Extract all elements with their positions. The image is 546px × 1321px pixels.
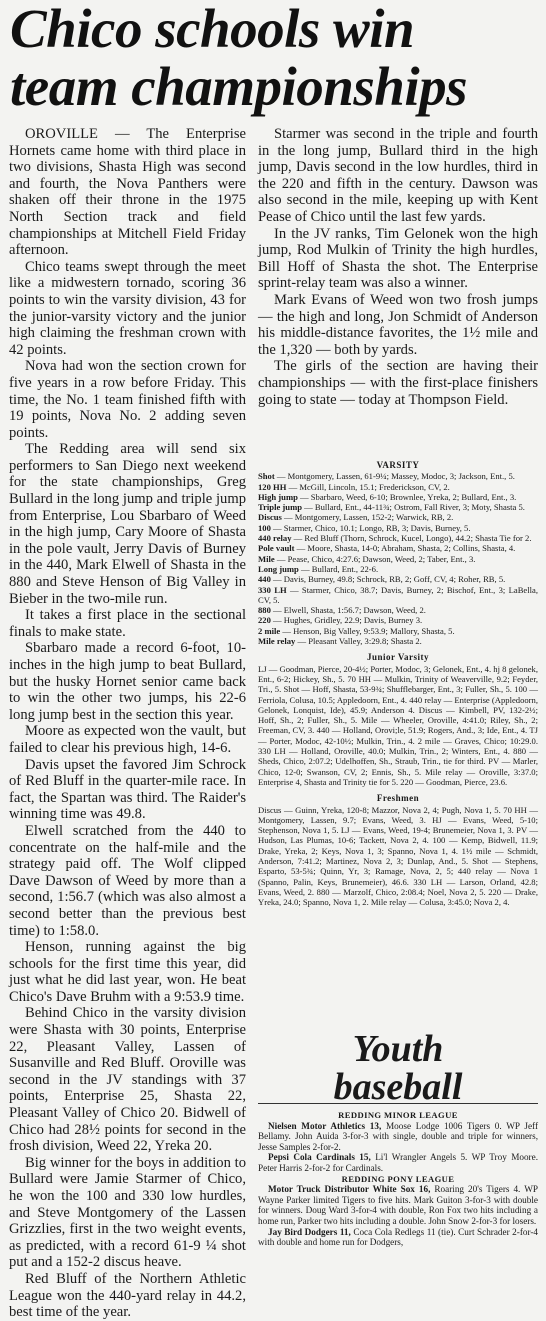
varsity-result (258, 533, 538, 543)
youth-heading: Youth (352, 1028, 444, 1070)
event-result: — Sbarbaro, Weed, 6-10; Brownlee, Yreka, 2; Bullard, Ent., 3. (297, 491, 517, 502)
event-result: — Bullard, Ent., 22-6. (298, 563, 379, 574)
event-result: — Starmer, Chico, 38.7; Davis, Burney, 2; Bischof, Ent., 3; LaBella, CV, 5. (258, 584, 538, 605)
event-result: — Pease, Chico, 4:27.6; Dawson, Weed, 2; Taber, Ent., 3. (274, 553, 476, 564)
event-name: 120 HH (258, 481, 287, 492)
event-name: 330 LH (258, 584, 287, 595)
game-score: Jay Bird Dodgers 11, (268, 1226, 351, 1237)
event-name: 2 mile (258, 625, 281, 636)
varsity-result (258, 554, 538, 564)
event-result: — Montgomery, Lassen, 61-9¼; Massey, Modoc, 3; Jackson, Ent., 5. (274, 471, 515, 482)
varsity-result (258, 492, 538, 502)
pony-league-title: REDDING PONY LEAGUE (341, 1173, 455, 1184)
event-name: 440 (258, 574, 271, 585)
headline-line-1: Chico schools win (10, 0, 415, 59)
event-result: — Montgomery, Lassen, 152-2; Warwick, RB, 2. (281, 512, 454, 523)
event-name: Discus (258, 512, 282, 523)
game-result (258, 1152, 538, 1173)
article-paragraph: Mark Evans of Weed won two frosh jumps — the high and long, Jon Schmidt of Anderson his middle-distance favorites, the 1½ mile and the 1,320 — both by yards. (258, 291, 538, 358)
minor-league-games (258, 1121, 538, 1174)
varsity-result (258, 626, 538, 636)
game-summary: Li'l Wrangler Angels 5. WP Troy Moore. Peter Harris 2-for-2 for Cardinals. (258, 1152, 538, 1173)
varsity-result (258, 502, 538, 512)
article-paragraph: Nova had won the section crown for five years in a row before Friday. This time, the No. 1 team finished fifth with 19 points, Nova No. 2 adding seven points. (9, 358, 246, 441)
baseball-heading: baseball (333, 1066, 463, 1108)
varsity-title: VARSITY (376, 460, 420, 470)
headline (10, 0, 540, 116)
minor-league-title: REDDING MINOR LEAGUE (338, 1110, 458, 1120)
event-result: — Starmer, Chico, 10.1; Longo, RB, 3; Davis, Burney, 5. (270, 522, 471, 533)
game-summary: Roaring 20's Tigers 4. WP Wayne Parker limited Tigers to five hits. Mark Guiton 3-for-3 with double for winners. Doug Ward 3-for-4 with double, Ron Fox two hits including a home run, Parker two hits including a double. John Snow 2-for-3 for losers. (258, 1184, 538, 1226)
article-paragraph: Davis upset the favored Jim Schrock of Red Bluff in the quarter-mile race. In fact, the Spartan was third. The Raider's winning time was 49.8. (9, 756, 246, 823)
event-result: — Davis, Burney, 49.8; Schrock, RB, 2; Goff, CV, 4; Roher, RB, 5. (270, 574, 506, 585)
varsity-result (258, 564, 538, 574)
article-paragraph: In the JV ranks, Tim Gelonek won the high jump, Rod Mulkin of Trinity the high hurdles, Bill Hoff of Shasta the shot. The Enterprise sprint-relay team was also a winner. (258, 225, 538, 292)
game-result (258, 1184, 538, 1226)
event-name: Mile relay (258, 636, 296, 647)
game-result (258, 1121, 538, 1153)
varsity-result (258, 605, 538, 615)
youth-baseball-results (258, 1110, 538, 1248)
event-name: Long jump (258, 563, 299, 574)
event-name: 880 (258, 605, 271, 616)
varsity-result (258, 471, 538, 481)
event-result: — McGill, Lincoln, 15.1; Frederickson, CV, 2. (286, 481, 450, 492)
event-result: — Henson, Big Valley, 9:53.9; Mallory, Shasta, 5. (280, 625, 455, 636)
event-result: — Hughes, Gridley, 22.9; Davis, Burney 3. (270, 615, 423, 626)
headline-line-2: team championships (10, 56, 468, 117)
event-name: Pole vault (258, 543, 295, 554)
article-paragraph: Red Bluff of the Northern Athletic League won the 440-yard relay in 44.2, best time of the year. (9, 1270, 246, 1321)
event-name: Shot (258, 471, 275, 482)
article-paragraph: Henson, running against the big schools for the first time this year, did just what he did last year, won. He beat Chico's Dave Bruhm with a 9:53.9 time. (9, 939, 246, 1005)
varsity-result (258, 636, 538, 646)
varsity-result (258, 543, 538, 553)
event-name: Triple jump (258, 502, 303, 513)
article-paragraph: The Redding area will send six performers to San Diego next weekend for the state championships, Greg Bullard in the long jump and triple jump from Enterprise, Lou Sbarbaro of Weed in the high jump, Cary Moore of Shasta in the pole vault, Jerry Davis of Burney in the 440, Mark Elwell of Shasta in the 880 and Steve Henson of Big Valley in Bieber in the two-mile run. (9, 441, 246, 607)
game-score: Pepsi Cola Cardinals 15, (268, 1152, 371, 1163)
event-name: 220 (258, 615, 271, 626)
article-paragraph: Chico teams swept through the meet like a midwestern tornado, scoring 36 points to win the varsity division, 43 for the junior-varsity victory and the junior high claiming the freshman crown with 42 points. (9, 258, 246, 358)
article-paragraph: Behind Chico in the varsity division were Shasta with 30 points, Enterprise 22, Pleasant Valley, Lassen of Susanville and Red Bluff. Oroville was second in the JV standings with 37 points, Enterprise 25, Shasta 22, Pleasant Valley of Chico 20. Bidwell of Chico had 28½ points for second in the frosh division, Weed 22, Yreka 20. (9, 1005, 246, 1155)
game-result (258, 1227, 538, 1248)
freshmen-title: Freshmen (376, 793, 420, 804)
results-box (258, 458, 538, 907)
article-right-column (258, 126, 538, 408)
event-name: 440 relay (258, 533, 292, 544)
game-score: Motor Truck Distributor White Sox 16, (268, 1184, 431, 1195)
game-summary: Coca Cola Redlegs 11 (tie). Curt Schrader 2-for-4 with double and home run for Dodgers, (258, 1226, 539, 1248)
junior-varsity-results: LJ — Goodman, Pierce, 20-4½; Porter, Modoc, 3; Gelonek, Ent., 4. hj 8 gelonek, Ent., 6-2; Hickey, Sh., 5. 70 HH — Mulkin, Trinity of Weaverville, 9.2; Feyder, Tri., 5. Shot — Hoff, Shasta, 53-9¾; Shufflebarger, Ent., 3; Fuller, Sh., 5. 100 — Ferriola, Colusa, 10.5; Appledoorn, Ent., 4. 440 relay — Enterprise (Appledoorn, Gelonek, Lonquist, Ide), 45.9; Anderson 4. Discus — Kimbell, PV, 132-2½; Hoff, Sh., 2; Fuller, Sh., 5. Mile — Wheeler, Oroville, 4:41.0; Riley, Sh., 2; Freeman, CV, 3. 440 — Holland, Orovi;le, 51.9; Rogers, And., 3; Ide, Ent., 4. TJ — Porter, Modoc, 42-10½; Mulkin, Trin., 4. 2 mile — Graves, Chico; 10:29.0. 330 LH — Holland, Oroville, 40.0; Mulkin, Trin., 2; Winters, Ent., 4. 880 — Sheds, Chico, 2:07.2; Udelhoffen, Sh., Straub, Trin., tie for third. PV — Marler, Chico, 12-0; Swanson, CV, 2; Ennis, Sh., 5. Mile relay — Oroville, 3:37.0; Enterprise 4, Shasta and Trinity tie for 5. 220 — Goodman, Pierce, 23.6. (258, 663, 538, 787)
event-result: — Bullard, Ent., 44-11¾; Ostrom, Fall River, 3; Moty, Shasta 5. (302, 502, 525, 513)
freshmen-results: Discus — Guinn, Yreka, 120-8; Mazzor, Nova 2, 4; Pugh, Nova 1, 5. 70 HH — Montgomery, Lassen, 9.7; Evans, Weed, 3. HJ — Evans, Weed, 5-10; Stephenson, Nova 1, 5. LJ — Evans, Weed, 19-4; Brunemeier, Nova 1, 3. PV — Hudson, Las Plumas, 10-6; Tackett, Nova 2, 4. 100 — Kemp, Bidwell, 11.9; Drake, Yreka, 2; Keys, Nova 1, 3; Spanno, Nova 1, 4. 1½ mile — Schmidt, Anderson, 7:41.2; Martinez, Nova 2, 3; Dunlap, And., 5. Shot — Stephens, Esparto, 53-5¾; Quinn, Yr, 3; Ramage, Nova, 2, 5; 440 relay — Nova 1 (Spanno, Palin, Keys, Brunemeier), 46.6. 330 LH — Larson, Orland, 42.8; Evans, Weed, 2. 880 — Marzolf, Chico, 2:08.4; Noel, Nova 2, 5. 220 — Drake, Yreka, 24.0; Spanno, Nova 1, 2. Mile relay — Colusa, 3:45.0; Nova 2, 4. (258, 804, 538, 908)
article-left-column (9, 126, 246, 1321)
varsity-result (258, 512, 538, 522)
youth-baseball-heading (258, 1030, 538, 1106)
event-result: — Moore, Shasta, 14-0; Abraham, Shasta, 2; Collins, Shasta, 4. (294, 543, 516, 554)
event-result: — Pleasant Valley, 3:29.8; Shasta 2. (295, 636, 422, 647)
varsity-result (258, 574, 538, 584)
varsity-result (258, 523, 538, 533)
article-paragraph: Elwell scratched from the 440 to concentrate on the half-mile and the strategy paid off. The Wolf clipped Dave Dawson of Weed by more than a second, 1:56.7 (which was also almost a second better than the previous best time) to 1:58.0. (9, 822, 246, 939)
varsity-result (258, 615, 538, 625)
varsity-result (258, 482, 538, 492)
pony-league-games (258, 1184, 538, 1248)
article-paragraph: OROVILLE — The Enterprise Hornets came home with third place in two divisions, Shasta High was second and fourth, the Nova Panthers were shaken off their throne in the 1975 North Section track and field championships at Mitchell Field Friday afternoon. (9, 126, 246, 259)
junior-varsity-title: Junior Varsity (366, 652, 430, 663)
article-paragraph: Starmer was second in the triple and fourth in the long jump, Bullard third in the high jump, Davis second in the low hurdles, third in the 220 and fifth in the century. Dawson was also second in the mile, keeping up with Kent Pease of Chico until the last few yards. (258, 126, 538, 225)
article-paragraph: Sbarbaro made a record 6-foot, 10-inches in the high jump to beat Bullard, but the husky Hornet senior came back to win the other two jumps, his 22-6 long jump best in the section this year. (9, 640, 246, 723)
game-score: Nielsen Motor Athletics 13, (268, 1120, 382, 1131)
event-name: Mile (258, 553, 275, 564)
article-paragraph: Moore as expected won the vault, but failed to clear his previous high, 14-6. (9, 723, 246, 756)
event-result: — Elwell, Shasta, 1:56.7; Dawson, Weed, 2. (270, 605, 426, 616)
varsity-result (258, 585, 538, 606)
event-result: — Red Bluff (Thorn, Schrock, Kucel, Longo), 44.2; Shasta Tie for 2. (291, 533, 532, 544)
event-name: High jump (258, 491, 298, 502)
article-paragraph: The girls of the section are having their championships — with the first-place finishers going to state — today at Thompson Field. (258, 358, 538, 408)
varsity-results (258, 471, 538, 646)
article-paragraph: Big winner for the boys in addition to Bullard were Jamie Starmer of Chico, he won the 100 and 330 low hurdles, and Steve Montgomery of the Lassen Grizzlies, first in the two weight events, as predicted, with a record 61-9 ¼ shot put and a 152-2 discus heave. (9, 1154, 246, 1271)
divider (258, 1103, 538, 1104)
event-name: 100 (258, 522, 271, 533)
game-summary: Moose Lodge 1006 Tigers 0. WP Jeff Bellamy. John Auida 3-for-3 with single, double and triple for winners, Jesse Samples 2-for-2. (258, 1120, 538, 1152)
article-paragraph: It takes a first place in the sectional finals to make state. (9, 607, 246, 640)
